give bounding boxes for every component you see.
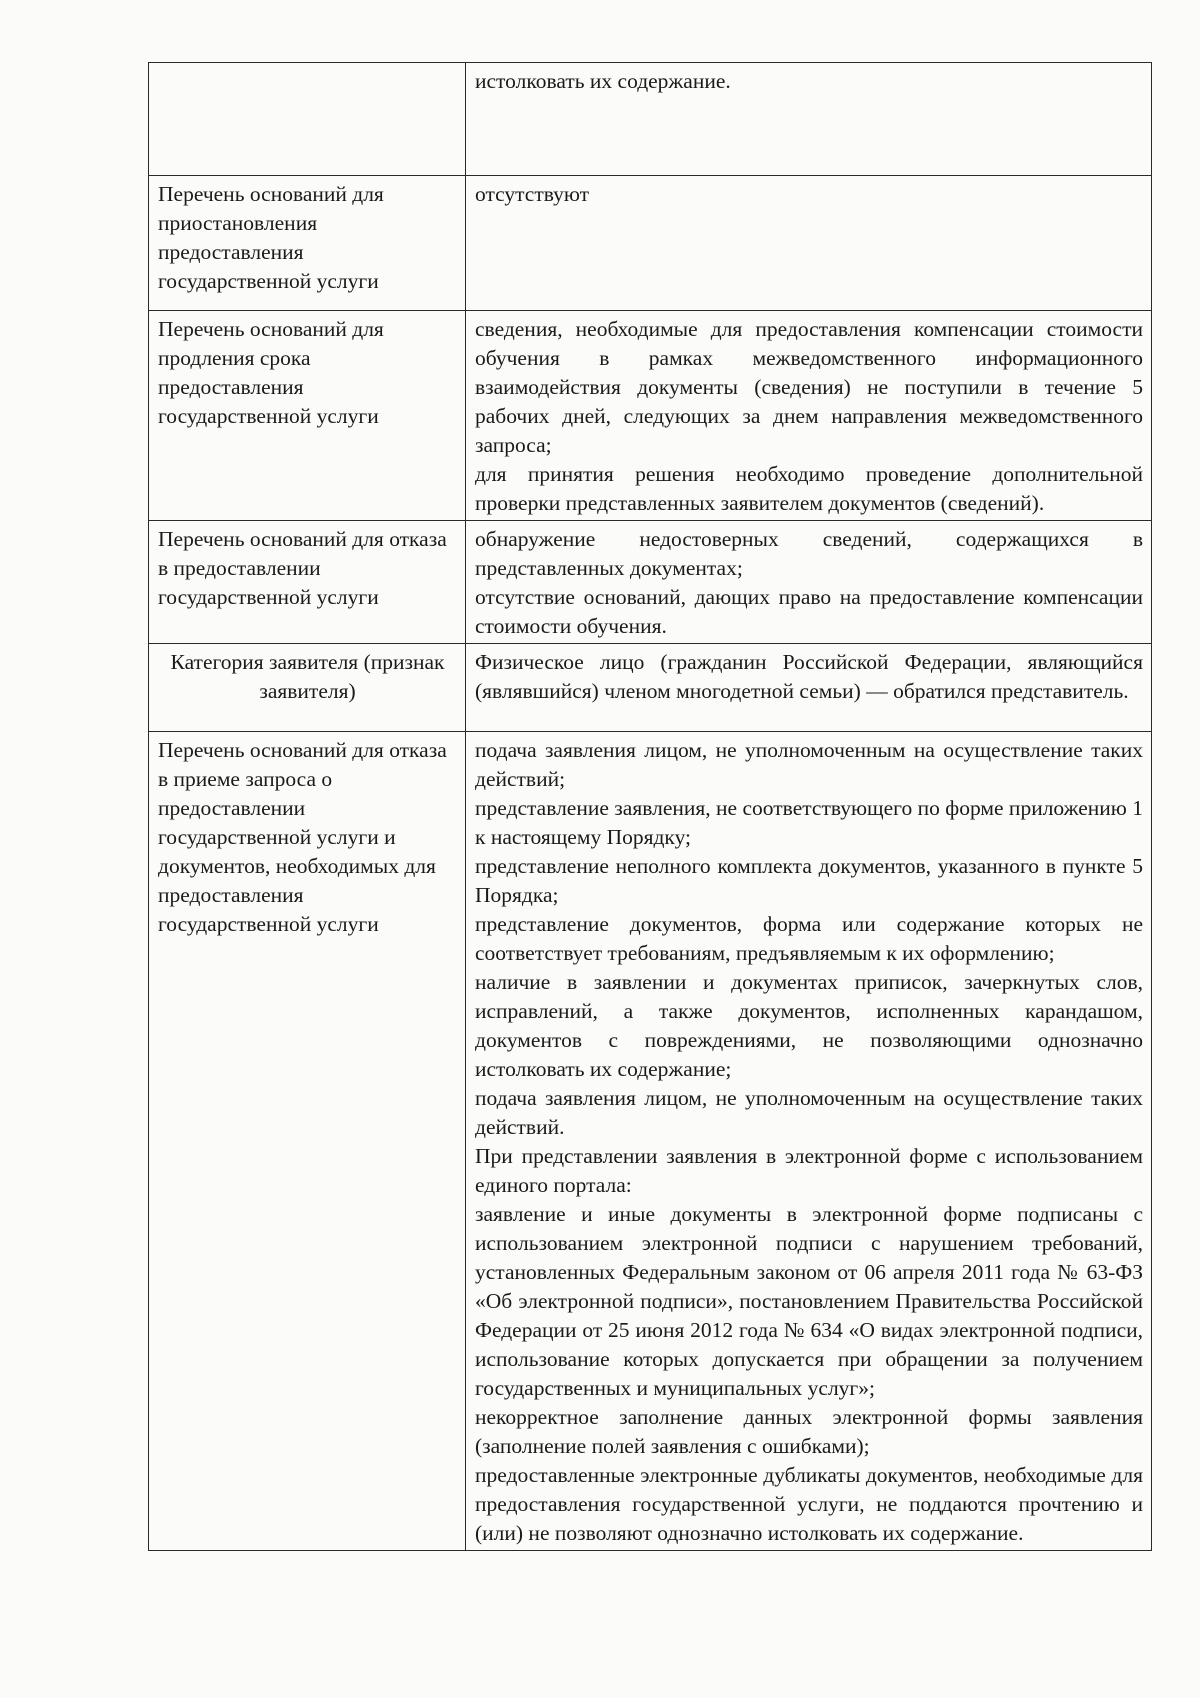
- content-paragraph: представление заявления, не соответствующего по форме приложению 1 к настоящему Порядку;: [475, 796, 1143, 849]
- content-paragraph: для принятия решения необходимо проведение дополнительной проверки представленных заявителем документов (сведений).: [475, 462, 1143, 515]
- row-content-cell: [466, 63, 1152, 176]
- row-label: Перечень оснований для приостановления предоставления государственной услуги: [158, 182, 384, 293]
- content-paragraph: представление неполного комплекта документов, указанного в пункте 5 Порядка;: [475, 854, 1143, 907]
- content-paragraph: сведения, необходимые для предоставления компенсации стоимости обучения в рамках межведомственного информационного взаимодействия документы (сведения) не поступили в течение 5 рабочих дней, следующих за днем направления межведомственного запроса;: [475, 317, 1143, 457]
- table-row: [149, 63, 1152, 176]
- content-paragraph: подача заявления лицом, не уполномоченным на осуществление таких действий.: [475, 1086, 1143, 1139]
- content-paragraph: отсутствуют: [475, 182, 590, 206]
- row-label-cell: [149, 732, 466, 1551]
- row-content-cell: [466, 311, 1152, 521]
- row-label-cell: [149, 644, 466, 732]
- table-row: [149, 732, 1152, 1551]
- procedure-table: [148, 62, 1152, 1551]
- row-label: Перечень оснований для отказа в предоставлении государственной услуги: [158, 527, 447, 609]
- table-row: [149, 311, 1152, 521]
- row-content-cell: [466, 732, 1152, 1551]
- content-paragraph: представление документов, форма или содержание которых не соответствует требованиям, предъявляемым к их оформлению;: [475, 912, 1143, 965]
- row-content-cell: [466, 644, 1152, 732]
- table-row: [149, 644, 1152, 732]
- row-label-cell: [149, 63, 466, 176]
- content-paragraph: подача заявления лицом, не уполномоченным на осуществление таких действий;: [475, 738, 1143, 791]
- row-label: Перечень оснований для продления срока предоставления государственной услуги: [158, 317, 384, 428]
- content-paragraph: Физическое лицо (гражданин Российской Федерации, являющийся (являвшийся) членом многодетной семьи) — обратился представитель.: [475, 650, 1143, 703]
- table-row: [149, 176, 1152, 311]
- content-paragraph: предоставленные электронные дубликаты документов, необходимые для предоставления государственной услуги, не поддаются прочтению и (или) не позволяют однозначно истолковать их содержание.: [475, 1463, 1143, 1545]
- table-row: [149, 521, 1152, 644]
- content-paragraph: обнаружение недостоверных сведений, содержащихся в представленных документах;: [475, 527, 1143, 580]
- row-content-cell: [466, 176, 1152, 311]
- content-paragraph: некорректное заполнение данных электронной формы заявления (заполнение полей заявления с ошибками);: [475, 1405, 1143, 1458]
- content-paragraph: заявление и иные документы в электронной форме подписаны с использованием электронной подписи с нарушением требований, установленных Федеральным законом от 06 апреля 2011 года № 63-ФЗ «Об электронной подписи», постановлением Правительства Российской Федерации от 25 июня 2012 года № 634 «О видах электронной подписи, использование которых допускается при обращении за получением государственных и муниципальных услуг»;: [475, 1202, 1143, 1400]
- row-label: Категория заявителя (признак заявителя): [170, 650, 445, 703]
- row-label: Перечень оснований для отказа в приеме запроса о предоставлении государственной услуги и документов, необходимых для предоставления государственной услуги: [158, 738, 447, 936]
- content-paragraph: отсутствие оснований, дающих право на предоставление компенсации стоимости обучения.: [475, 585, 1143, 638]
- row-label-cell: [149, 176, 466, 311]
- row-label-cell: [149, 311, 466, 521]
- row-content-cell: [466, 521, 1152, 644]
- content-paragraph: При представлении заявления в электронной форме с использованием единого портала:: [475, 1144, 1143, 1197]
- row-label-cell: [149, 521, 466, 644]
- content-paragraph: истолковать их содержание.: [475, 69, 731, 93]
- content-paragraph: наличие в заявлении и документах приписок, зачеркнутых слов, исправлений, а также документов, исполненных карандашом, документов с повреждениями, не позволяющими однозначно истолковать их содержание;: [475, 970, 1143, 1081]
